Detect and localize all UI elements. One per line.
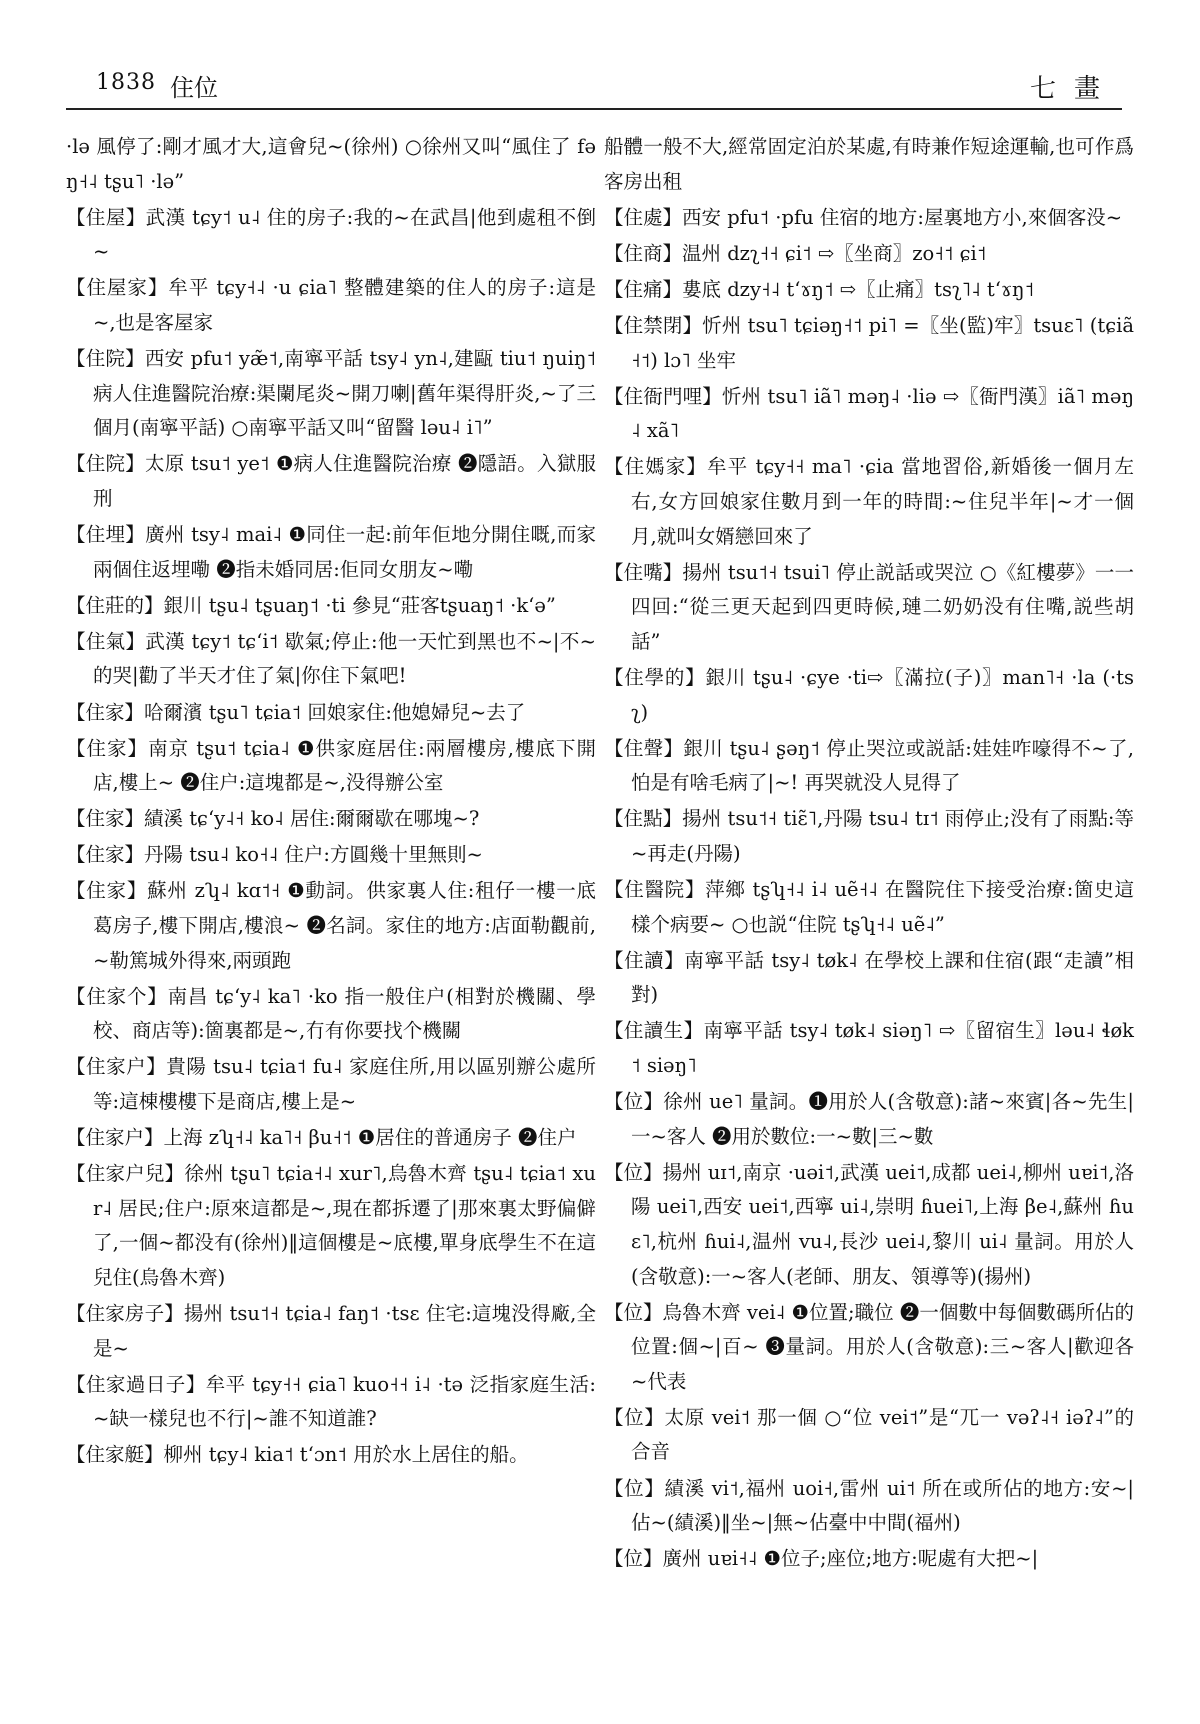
dictionary-entry: 【住家户兒】徐州 tʂu˥ tɕia˧˨ xur˥,烏魯木齊 tʂu˨ tɕia˦ xur˨ 居民;住户:原來這都是~,現在都拆遷了|那來裏太野偏僻了,一個~都没有(徐州)‖這個樓是~底樓,單身底學生不在這兒住(烏魯木齊) — [66, 1162, 596, 1289]
dictionary-entry: 【住家艇】柳州 tɕy˨ kia˦ tʻɔn˦ 用於水上居住的船。 — [66, 1443, 529, 1467]
section-label: 七畫 — [1029, 74, 1118, 104]
dictionary-entry: 【位】烏魯木齊 vei˨ ❶位置;職位 ❷一個數中每個數碼所佔的位置:個~|百~ ❸量詞。用於人(含敬意):三~客人|歡迎各~代表 — [604, 1300, 1134, 1393]
dictionary-entry: 【住點】揚州 tsu˦˧ tiɛ̃˥,丹陽 tsu˨ tɪ˦ 雨停止;没有了雨點:等~再走(丹陽) — [604, 807, 1134, 865]
dictionary-entry: 【住氣】武漢 tɕy˦ tɕʻi˦ 歇氣;停止:他一天忙到黑也不~|不~的哭|勸了半天才住了氣|你住下氣吧! — [66, 629, 596, 688]
dictionary-entry: 【住禁閉】忻州 tsu˥ tɕiəŋ˧˦ pi˥ =〖坐(監)牢〗tsuɛ˥ (tɕiã˧˦) lɔ˥ 坐牢 — [604, 313, 1134, 372]
dictionary-entry: 【住醫院】萍鄉 tʂʮ˧˨ i˨ uẽ˧˨ 在醫院住下接受治療:箇史這樣个病要~ ○也説“住院 tʂʮ˧˨ uẽ˨” — [604, 877, 1134, 936]
dictionary-entry: 【位】徐州 ue˥ 量詞。❶用於人(含敬意):諸~來賓|各~先生|一~客人 ❷用於數位:一~數|三~數 — [604, 1090, 1134, 1148]
dictionary-entry: 【位】太原 vei˦ 那一個 ○“位 vei˦”是“兀一 vəʔ˨˧ iəʔ˨”的合音 — [604, 1405, 1134, 1464]
dictionary-entry: 【住家户】上海 zʮ˧˨ ka˥˧ βu˧˦ ❶居住的普通房子 ❷住户 — [66, 1126, 577, 1150]
header-rule — [66, 108, 1122, 110]
dictionary-entry: 【住聲】銀川 tʂu˨ ʂəŋ˦ 停止哭泣或説話:娃娃咋嚎得不~了,怕是有啥毛病了|~! 再哭就没人見得了 — [604, 736, 1134, 795]
page-header — [66, 64, 1122, 104]
dictionary-entry: 【住商】温州 dzʅ˧˧ ɕi˦ ⇨〖坐商〗zo˧˦ ɕi˦ — [604, 241, 987, 265]
dictionary-entry: 【住嘴】揚州 tsu˦˧ tsui˥ 停止説話或哭泣 ○《紅樓夢》一一四回:“從三更天起到四更時候,璉二奶奶没有住嘴,説些胡話” — [604, 560, 1134, 653]
dictionary-entry: 【住家】蘇州 zʮ˨ kɑ˦˧ ❶動詞。供家裏人住:租仔一樓一底葛房子,樓下開店,樓浪~ ❷名詞。家住的地方:店面勒觀前,~勒篤城外得來,兩頭跑 — [66, 879, 596, 972]
dictionary-entry: 【位】廣州 uɐi˧˨ ❶位子;座位;地方:呢處有大把~| — [604, 1547, 1039, 1571]
dictionary-entry: 【住讀生】南寧平話 tsy˨ tøk˨ siəŋ˥ ⇨〖留宿生〗ləu˨ ɬøk˦ siəŋ˥ — [604, 1019, 1134, 1077]
dictionary-entry: 【住媽家】牟平 tɕy˧˧ ma˥ ·ɕia 當地習俗,新婚後一個月左右,女方回娘家住數月到一年的時間:~住兒半年|~才一個月,就叫女婿戀回來了 — [604, 455, 1134, 548]
dictionary-entry: 【位】揚州 uɪ˦,南京 ·uəi˦,武漢 uei˦,成都 uei˨,柳州 uɐi˦,洛陽 uei˥,西安 uei˦,西寧 ui˨,崇明 ɦuei˥,上海 βe˨,蘇州 ɦuɛ˥,杭州 ɦui˨,温州 vu˨,長沙 uei˨,黎川 ui˨ 量詞。用於人(含敬意):一~客人(老師、朋友、領導等)(揚州) — [604, 1160, 1134, 1288]
dictionary-entry: 船體一般不大,經常固定泊於某處,有時兼作短途運輸,也可作爲客房出租 — [604, 135, 1134, 193]
dictionary-entry: 【住屋家】牟平 tɕy˧˨ ·u ɕia˥ 整體建築的住人的房子:這是~,也是客屋家 — [66, 276, 596, 334]
dictionary-entry: 【住家房子】揚州 tsu˦˧ tɕia˨ faŋ˦ ·tsɛ 住宅:這塊没得廠,全是~ — [66, 1302, 596, 1360]
dictionary-entry: 【住院】西安 pfu˦ yæ̃˦,南寧平話 tsy˨ yn˨,建甌 tiu˦ ŋuiŋ˦ 病人住進醫院治療:渠闌尾炎~開刀喇|舊年渠得肝炎,~了三個月(南寧平話) ○南寧平話又叫“留醫 ləu˨ i˥” — [66, 347, 596, 440]
dictionary-entry: 【住屋】武漢 tɕy˦ u˨ 住的房子:我的~在武昌|他到處租不倒~ — [66, 205, 596, 264]
dictionary-entry: 【住家户】貴陽 tsu˨ tɕia˦ fu˨ 家庭住所,用以區别辦公處所等:這棟樓樓下是商店,樓上是~ — [66, 1055, 596, 1114]
dictionary-entry: 【住處】西安 pfu˦ ·pfu 住宿的地方:屋裏地方小,來個客没~ — [604, 205, 1123, 229]
left-column — [66, 130, 596, 1475]
page-number: 1838 — [96, 70, 156, 95]
dictionary-entry: 【住家過日子】牟平 tɕy˧˧ ɕia˥ kuo˧˧ i˨ ·tə 泛指家庭生活:~缺一樣兒也不行|~誰不知道誰? — [66, 1372, 596, 1431]
dictionary-entry: 【住讀】南寧平話 tsy˨ tøk˨ 在學校上課和住宿(跟“走讀”相對) — [604, 948, 1134, 1007]
dictionary-entry: 【位】績溪 vi˦,福州 uoi˧,雷州 ui˦ 所在或所佔的地方:安~|佔~(績溪)‖坐~|無~佔臺中中間(福州) — [604, 1476, 1134, 1535]
dictionary-entry: 【住家】哈爾濱 tʂu˥ tɕia˦ 回娘家住:他媳婦兒~去了 — [66, 700, 526, 724]
running-headwords: 住位 — [170, 74, 218, 102]
dictionary-entry: 【住衙門哩】忻州 tsu˥ iã˥ məŋ˨ ·liə ⇨〖衙門漢〗iã˥ məŋ˨ xã˥ — [604, 384, 1134, 443]
right-column — [604, 130, 1134, 1578]
dictionary-entry: 【住家】南京 tʂu˦ tɕia˨ ❶供家庭居住:兩層樓房,樓底下開店,樓上~ ❷住户:這塊都是~,没得辦公室 — [66, 736, 596, 795]
dictionary-entry: 【住家个】南昌 tɕʻy˨ ka˥ ·ko 指一般住户(相對於機關、學校、商店等):箇裏都是~,冇有你要找个機關 — [66, 984, 596, 1043]
dictionary-entry: 【住學的】銀川 tʂu˨ ·ɕye ·ti⇨〖滿拉(子)〗man˥˧ ·la (·tsʅ) — [604, 665, 1134, 724]
dictionary-entry: 【住院】太原 tsu˦ ye˦ ❶病人住進醫院治療 ❷隱語。入獄服刑 — [66, 452, 596, 510]
dictionary-entry: 【住痛】婁底 dzy˧˨ tʻɤŋ˦ ⇨〖止痛〗tsʅ˥˨ tʻɤŋ˦ — [604, 277, 1035, 301]
dictionary-entry: 【住埋】廣州 tsy˨ mai˨ ❶同住一起:前年佢地分開住嘅,而家兩個住返埋嘞 ❷指未婚同居:佢同女朋友~嘞 — [66, 523, 596, 581]
dictionary-entry: ·lə 風停了:剛才風才大,這會兒~(徐州) ○徐州又叫“風住了 fəŋ˧˨ tʂu˥ ·lə” — [66, 135, 596, 193]
dictionary-entry: 【住家】績溪 tɕʻy˨˧ ko˨ 居住:爾爾歇在哪塊~? — [66, 807, 480, 831]
dictionary-entry: 【住家】丹陽 tsu˨ ko˧˨ 住户:方圓幾十里無則~ — [66, 843, 483, 867]
dictionary-entry: 【住莊的】銀川 tʂu˨ tʂuaŋ˦ ·ti 參見“莊客tʂuaŋ˦ ·kʻə” — [66, 593, 556, 617]
